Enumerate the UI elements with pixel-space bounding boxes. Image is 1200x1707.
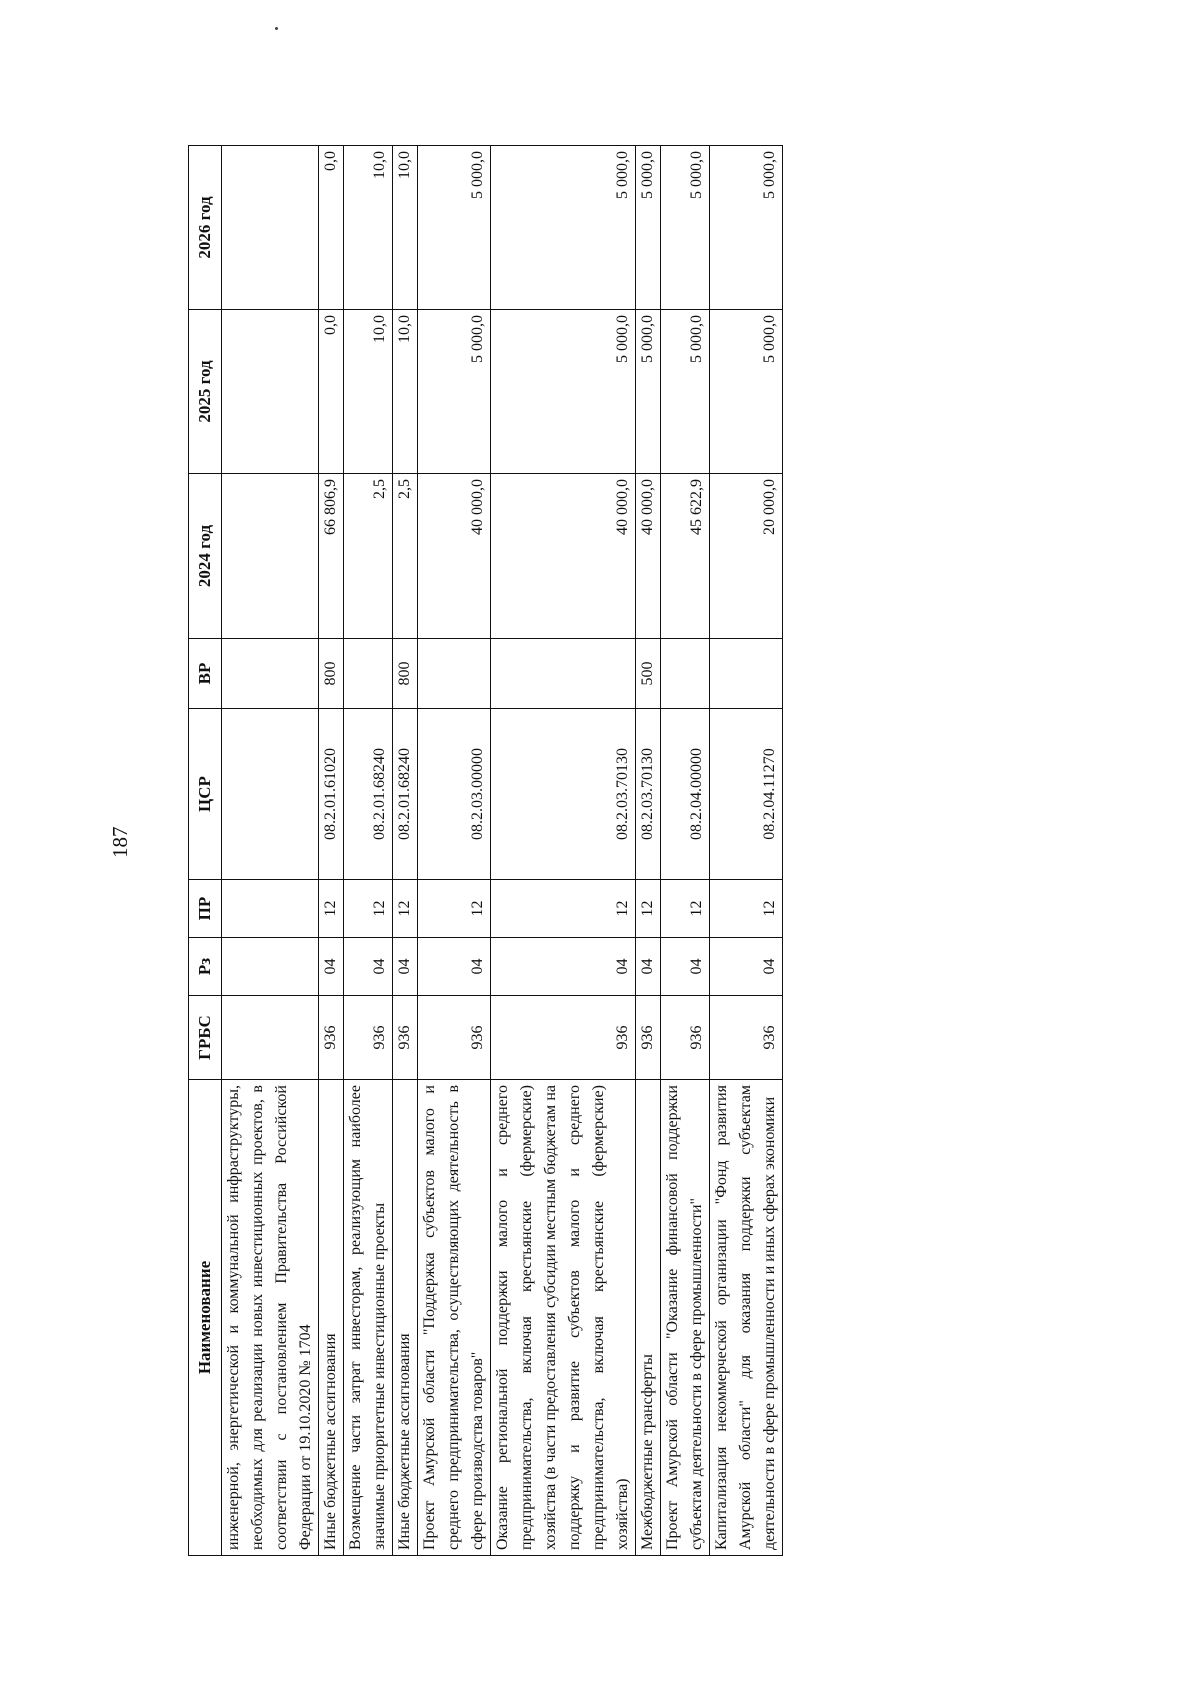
- row-csr: 08.2.04.11270: [710, 709, 783, 880]
- row-2025: 5 000,0: [636, 310, 661, 474]
- row-grbs: 936: [319, 996, 344, 1080]
- table-header-row: [189, 146, 222, 1556]
- scan-speck: [275, 27, 278, 30]
- row-pr: 12: [636, 880, 661, 938]
- row-name: Капитализация некоммерческой организации "Фонд развития Амурской области" для оказания поддержки субъектам деятельности в сфере промышленности и иных сферах экономики: [710, 1080, 783, 1556]
- row-2025: 10,0: [344, 310, 393, 474]
- header-2026: 2026 год: [189, 146, 222, 310]
- row-2024: 2,5: [393, 474, 418, 639]
- row-2024: 20 000,0: [710, 474, 783, 639]
- row-vr: [418, 639, 491, 709]
- row-csr: 08.2.03.70130: [491, 709, 636, 880]
- table-row: [222, 146, 319, 1556]
- row-2024: 40 000,0: [491, 474, 636, 639]
- row-2025: 5 000,0: [418, 310, 491, 474]
- row-csr: 08.2.03.00000: [418, 709, 491, 880]
- row-pr: 12: [661, 880, 710, 938]
- row-grbs: 936: [344, 996, 393, 1080]
- row-vr: 800: [319, 639, 344, 709]
- row-pr: 12: [344, 880, 393, 938]
- table-row: [319, 146, 344, 1556]
- row-rz: 04: [636, 938, 661, 996]
- row-pr: [222, 880, 319, 938]
- row-name: Возмещение части затрат инвесторам, реализующим наиболее значимые приоритетные инвестиционные проекты: [344, 1080, 393, 1556]
- row-rz: 04: [319, 938, 344, 996]
- row-grbs: 936: [491, 996, 636, 1080]
- header-name: Наименование: [189, 1080, 222, 1556]
- row-2026: 5 000,0: [661, 146, 710, 310]
- row-name: Иные бюджетные ассигнования: [319, 1080, 344, 1556]
- row-vr: 800: [393, 639, 418, 709]
- row-2026: [222, 146, 319, 310]
- row-pr: 12: [418, 880, 491, 938]
- header-rz: Рз: [189, 938, 222, 996]
- row-name: Проект Амурской области "Поддержка субъектов малого и среднего предпринимательства, осуществляющих деятельность в сфере производства товаров": [418, 1080, 491, 1556]
- row-2025: [222, 310, 319, 474]
- row-rz: 04: [661, 938, 710, 996]
- row-vr: 500: [636, 639, 661, 709]
- row-name: Проект Амурской области "Оказание финансовой поддержки субъектам деятельности в сфере промышленности": [661, 1080, 710, 1556]
- row-rz: 04: [491, 938, 636, 996]
- row-name: инженерной, энергетической и коммунальной инфраструктуры, необходимых для реализации новых инвестиционных проектов, в соответствии с постановлением Правительства Российской Федерации от 19.10.2020 № 1704: [222, 1080, 319, 1556]
- table-row: [491, 146, 636, 1556]
- row-csr: [222, 709, 319, 880]
- row-csr: 08.2.01.68240: [393, 709, 418, 880]
- header-pr: ПР: [189, 880, 222, 938]
- row-2024: 45 622,9: [661, 474, 710, 639]
- row-2026: 5 000,0: [418, 146, 491, 310]
- table-row: [393, 146, 418, 1556]
- table-row: [636, 146, 661, 1556]
- table-row: [710, 146, 783, 1556]
- budget-table: [188, 145, 783, 1556]
- header-grbs: ГРБС: [189, 996, 222, 1080]
- row-pr: 12: [491, 880, 636, 938]
- row-grbs: 936: [636, 996, 661, 1080]
- row-grbs: 936: [710, 996, 783, 1080]
- row-2026: 5 000,0: [636, 146, 661, 310]
- row-2024: [222, 474, 319, 639]
- row-csr: 08.2.01.68240: [344, 709, 393, 880]
- header-csr: ЦСР: [189, 709, 222, 880]
- row-2026: 5 000,0: [710, 146, 783, 310]
- row-2024: 40 000,0: [636, 474, 661, 639]
- row-grbs: 936: [661, 996, 710, 1080]
- row-2025: 5 000,0: [491, 310, 636, 474]
- row-2025: 5 000,0: [661, 310, 710, 474]
- table-row: [344, 146, 393, 1556]
- header-2024: 2024 год: [189, 474, 222, 639]
- row-name: Оказание региональной поддержки малого и среднего предпринимательства, включая крестьянские (фермерские) хозяйства (в части предоставления субсидии местным бюджетам на поддержку и развитие субъектов малого и среднего предпринимательства, включая крестьянские (фермерские) хозяйства): [491, 1080, 636, 1556]
- row-2026: 0,0: [319, 146, 344, 310]
- row-vr: [491, 639, 636, 709]
- header-2025: 2025 год: [189, 310, 222, 474]
- row-csr: 08.2.04.00000: [661, 709, 710, 880]
- row-rz: 04: [393, 938, 418, 996]
- row-2026: 5 000,0: [491, 146, 636, 310]
- page-number: 187: [108, 826, 132, 858]
- table-row: [661, 146, 710, 1556]
- row-pr: 12: [710, 880, 783, 938]
- table-row: [418, 146, 491, 1556]
- row-grbs: 936: [393, 996, 418, 1080]
- row-rz: [222, 938, 319, 996]
- row-name: Межбюджетные трансферты: [636, 1080, 661, 1556]
- row-vr: [661, 639, 710, 709]
- row-2026: 10,0: [393, 146, 418, 310]
- row-2024: 40 000,0: [418, 474, 491, 639]
- row-rz: 04: [344, 938, 393, 996]
- budget-table-rotated: [188, 146, 848, 1556]
- row-2024: 2,5: [344, 474, 393, 639]
- row-2025: 0,0: [319, 310, 344, 474]
- row-2026: 10,0: [344, 146, 393, 310]
- row-vr: [222, 639, 319, 709]
- row-2025: 10,0: [393, 310, 418, 474]
- row-2025: 5 000,0: [710, 310, 783, 474]
- row-vr: [710, 639, 783, 709]
- row-vr: [344, 639, 393, 709]
- row-rz: 04: [710, 938, 783, 996]
- row-grbs: 936: [418, 996, 491, 1080]
- row-rz: 04: [418, 938, 491, 996]
- header-vr: ВР: [189, 639, 222, 709]
- row-2024: 66 806,9: [319, 474, 344, 639]
- row-csr: 08.2.01.61020: [319, 709, 344, 880]
- row-csr: 08.2.03.70130: [636, 709, 661, 880]
- row-pr: 12: [319, 880, 344, 938]
- row-pr: 12: [393, 880, 418, 938]
- row-grbs: [222, 996, 319, 1080]
- row-name: Иные бюджетные ассигнования: [393, 1080, 418, 1556]
